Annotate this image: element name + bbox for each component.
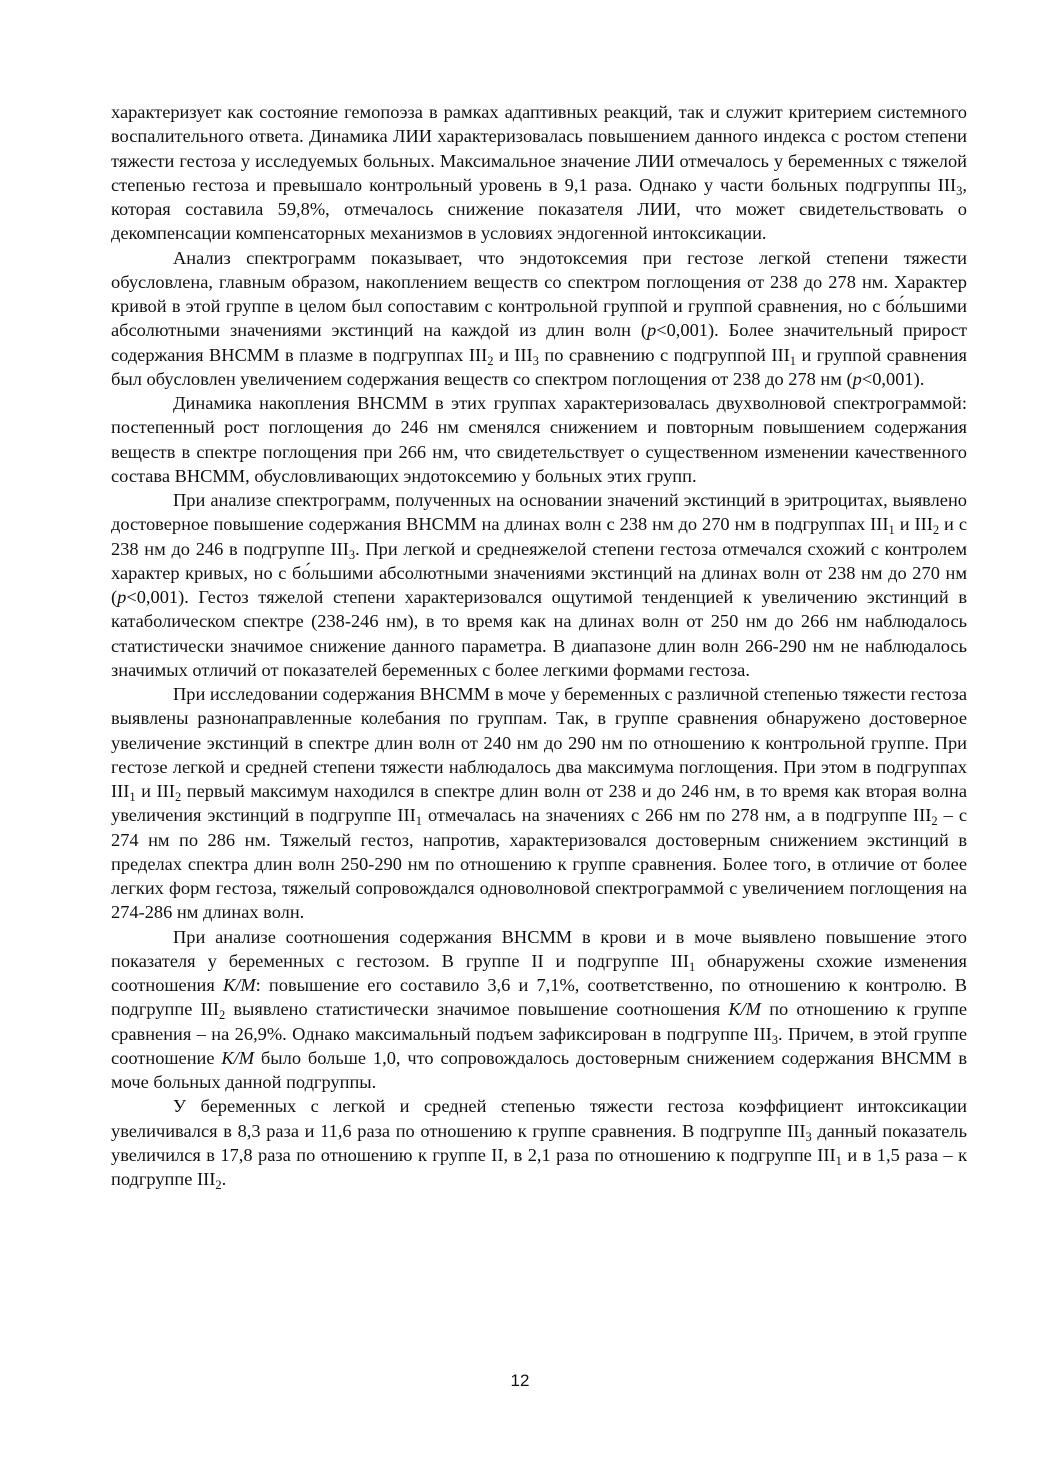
subscript-index: 3 (532, 353, 539, 368)
subscript-index: 2 (932, 523, 940, 537)
subscript-index: 1 (415, 814, 422, 828)
text-run: первый максимум находился в спектре длин волн от 238 и до 246 нм, в то время как вторая волна увеличения экстинций в подгруппе III (111, 781, 967, 826)
subscript-index: 2 (215, 1177, 222, 1192)
text-run: было больше 1,0, что сопровождалось достоверным снижением содержания ВНСММ в моче больных данной подгруппы. (111, 1047, 968, 1092)
text-run: Анализ спектрограмм показывает, что эндотоксемия при гестозе легкой степени тяжести обусловлена, главным образом, накоплением веществ со спектром поглощения от 238 до 278 нм. Характер кривой в этой группе в целом был сопоставим с контрольной группой и группой сравнения, но с бо́льшими абсолютными значениями экстинций на каждой из длин волн ( (111, 247, 967, 341)
text-run: . При легкой и среднеяжелой степени гестоза отмечался схожий с контролем характер кривых, но с бо́льшими абсолютными значениями экстинций на длинах волн от 238 нм до 270 нм ( (111, 538, 968, 607)
paragraph (111, 100, 967, 246)
italic-term: p (117, 587, 127, 607)
text-run: обнаружены схожие изменения соотношения (111, 950, 967, 995)
text-run: данный показатель увеличился в 17,8 раза по отношению к группе II, в 2,1 раза по отношению к подгруппе III (111, 1120, 967, 1165)
text-run: При анализе соотношения содержания ВНСММ в крови и в моче выявлено повышение этого показателя у беременных с гестозом. В группе II и подгруппе III (111, 926, 967, 971)
italic-term: К/М (728, 999, 762, 1020)
text-run: характеризует как состояние гемопоэза в рамках адаптивных реакций, так и служит критерием системного воспалительного ответа. Динамика ЛИИ характеризовалась повышением данного индекса с ростом степени тяжести гестоза у исследуемых больных. Максимальное значение ЛИИ отмечалось у беременных с тяжелой степенью гестоза и превышало контрольный уровень в 9,1 раза. Однако у части больных подгруппы III (111, 102, 967, 195)
subscript-index: 1 (888, 523, 895, 537)
italic-term: p (647, 320, 657, 341)
text-run: по отношению к группе сравнения – на 26,9%. Однако максимальный подъем зафиксирован в подгруппе III (111, 999, 967, 1044)
italic-term: К/М (223, 975, 256, 995)
subscript-index: 2 (174, 789, 182, 804)
paragraph (111, 488, 967, 682)
subscript-index: 2 (218, 1008, 226, 1022)
paragraph (111, 925, 967, 1095)
subscript-index: 3 (956, 183, 963, 198)
text-run: При исследовании содержания ВНСММ в моче у беременных с различной степенью тяжести гестоза выявлены разнонаправленные колебания по группам. Так, в группе сравнения обнаружено достоверное увеличение экстинций в спектре длин волн от 240 нм до 290 нм по отношению к контрольной группе. При гестозе легкой и средней степени тяжести наблюдалось два максимума поглощения. При этом в подгруппах III (111, 684, 967, 801)
italic-term: p (852, 368, 862, 389)
text-run: Динамика накопления ВНСММ в этих группах характеризовалась двухволновой спектрограммой: постепенный рост поглощения до 246 нм сменялся снижением и повторным повышением содержания веществ в спектре поглощения при 266 нм, что свидетельствует о существенном изменении качественного состава ВНСММ, обусловливающих эндотоксемию у больных этих групп. (111, 393, 967, 486)
text-run: и группой сравнения был обусловлен увеличением содержания веществ со спектром поглощения от 238 до 278 нм ( (111, 344, 968, 389)
text-run: . Причем, в этой группе соотношение (111, 1023, 967, 1068)
page-number: 12 (510, 1371, 530, 1390)
text-run: При анализе спектрограмм, полученных на основании значений экстинций в эритроцитах, выявлено достоверное повышение содержания ВНСММ на длинах волн с 238 нм до 270 нм в подгруппах III (111, 490, 967, 535)
paragraph (111, 246, 967, 392)
text-run: <0,001). Гестоз тяжелой степени характеризовался ощутимой тенденцией к увеличению экстинций в катаболическом спектре (238-246 нм), в то время как на длинах волн от 250 нм до 266 нм наблюдалось статистически значимое снижение данного параметра. В диапазоне длин волн 266-290 нм не наблюдалось значимых отличий от показателей беременных с более легкими формами гестоза. (111, 587, 967, 680)
text-run: и в 1,5 раза – к подгруппе III (111, 1144, 967, 1189)
paragraph (111, 682, 967, 925)
body-text (111, 100, 967, 1191)
paragraph (111, 391, 967, 488)
text-run: и III (135, 781, 175, 801)
text-run: : повышение его составило 3,6 и 7,1%, соответственно, по отношению к контролю. В подгруппе III (111, 975, 967, 1020)
text-run: по сравнению с подгруппой III (538, 344, 790, 365)
text-run: . (221, 1169, 227, 1189)
subscript-index: 3 (805, 1129, 812, 1144)
text-run: выявлено статистически значимое повышение соотношения (225, 999, 729, 1020)
subscript-index: 1 (129, 789, 136, 804)
text-run: и III (493, 344, 533, 365)
text-run: <0,001). Более значительный прирост содержания ВНСММ в плазме в подгруппах III (111, 320, 967, 365)
text-run: , которая составила 59,8%, отмечалось снижение показателя ЛИИ, что может свидетельствовать о декомпенсации компенсаторных механизмов в условиях эндогенной интоксикации. (111, 174, 967, 244)
italic-term: К/М (221, 1047, 255, 1068)
subscript-index: 3 (348, 547, 356, 562)
text-run: У беременных с легкой и средней степенью тяжести гестоза коэффициент интоксикации увеличивался в 8,3 раза и 11,6 раза по отношению к группе сравнения. В подгруппе III (111, 1096, 967, 1141)
text-run: и с 238 нм до 246 в подгруппе III (111, 514, 967, 559)
subscript-index: 3 (771, 1032, 778, 1047)
text-run: – с 274 нм по 286 нм. Тяжелый гестоз, напротив, характеризовался достоверным снижением экстинций в пределах спектра длин волн 250-290 нм по отношению к группе сравнения. Более того, в отличие от более легких форм гестоза, тяжелый сопровождался одноволновой спектрограммой с увеличением поглощения на 274-286 нм длинах волн. (111, 805, 968, 923)
subscript-index: 2 (931, 814, 938, 828)
subscript-index: 1 (835, 1153, 842, 1168)
paragraph (111, 1094, 967, 1191)
subscript-index: 1 (688, 959, 696, 974)
text-run: и III (894, 514, 933, 535)
subscript-index: 1 (789, 353, 796, 368)
text-run: отмечалась на значениях с 266 нм по 278 нм, а в подгруппе III (421, 805, 932, 826)
subscript-index: 2 (487, 353, 494, 368)
text-run: <0,001). (861, 368, 925, 389)
